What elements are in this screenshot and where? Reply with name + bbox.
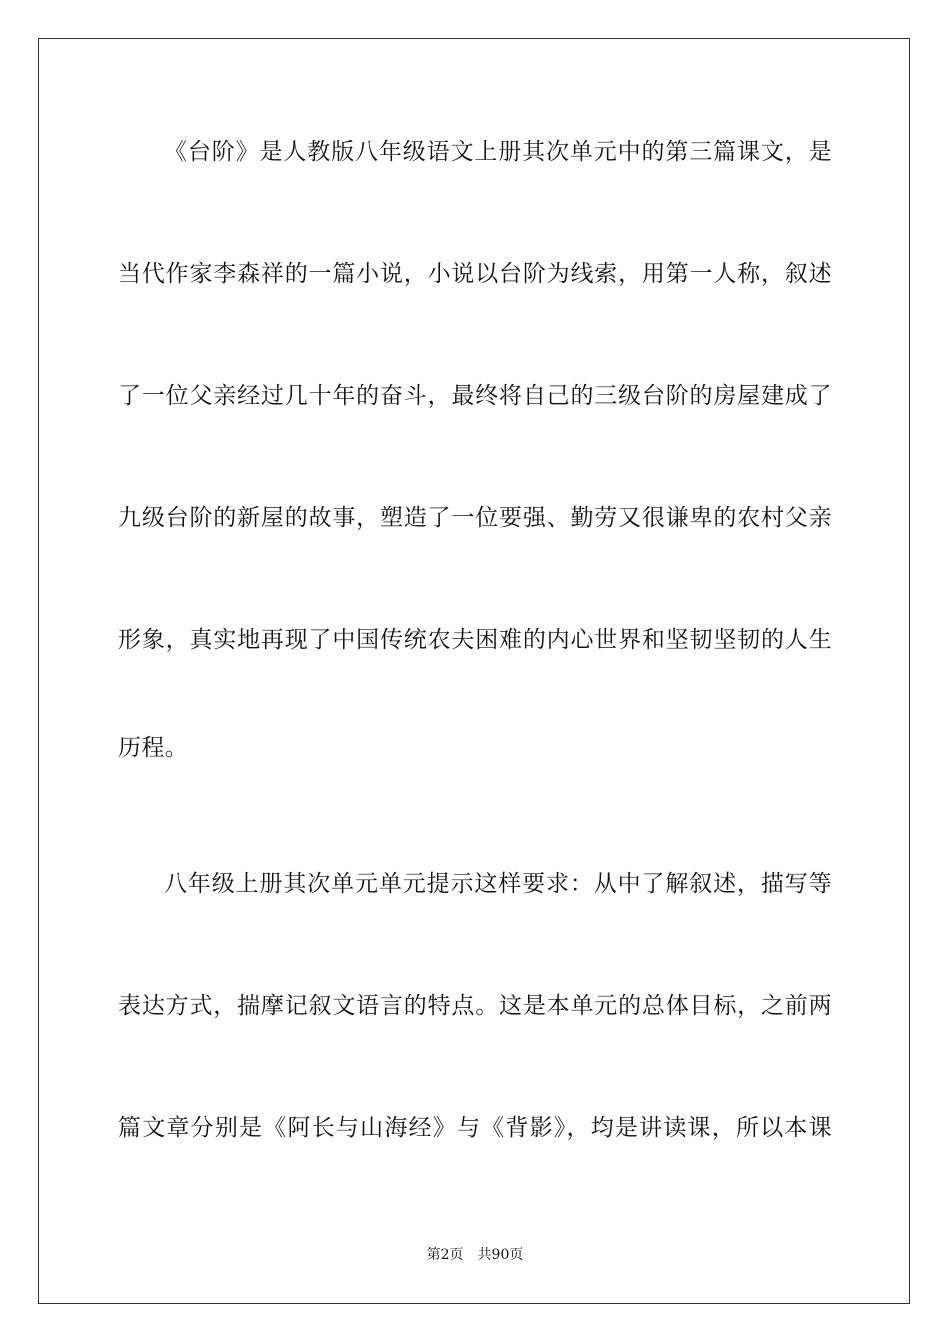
paragraph-2-line-3: 篇文章分别是《阿长与山海经》与《背影》，均是讲读课，所以本课: [118, 1115, 832, 1141]
paragraph-1-line-1: 《台阶》是人教版八年级语文上册其次单元中的第三篇课文，是: [164, 139, 832, 165]
paragraph-1-line-4: 九级台阶的新屋的故事，塑造了一位要强、勤劳又很谦卑的农村父亲: [118, 505, 832, 531]
page-total: 共90页: [477, 1247, 524, 1263]
page-footer: [0, 1246, 950, 1264]
paragraph-1-line-3: 了一位父亲经过几十年的奋斗，最终将自己的三级台阶的房屋建成了: [118, 383, 832, 409]
paragraph-1-line-5: 形象，真实地再现了中国传统农夫困难的内心世界和坚韧坚韧的人生: [118, 627, 832, 653]
paragraph-2-line-1: 八年级上册其次单元单元提示这样要求：从中了解叙述，描写等: [164, 871, 832, 897]
paragraph-2-line-2: 表达方式，揣摩记叙文语言的特点。这是本单元的总体目标，之前两: [118, 993, 832, 1019]
paragraph-1-line-2: 当代作家李森祥的一篇小说，小说以台阶为线索，用第一人称，叙述: [118, 261, 832, 287]
page-number: 第2页: [426, 1247, 464, 1263]
paragraph-1-line-6: 历程。: [118, 735, 189, 761]
